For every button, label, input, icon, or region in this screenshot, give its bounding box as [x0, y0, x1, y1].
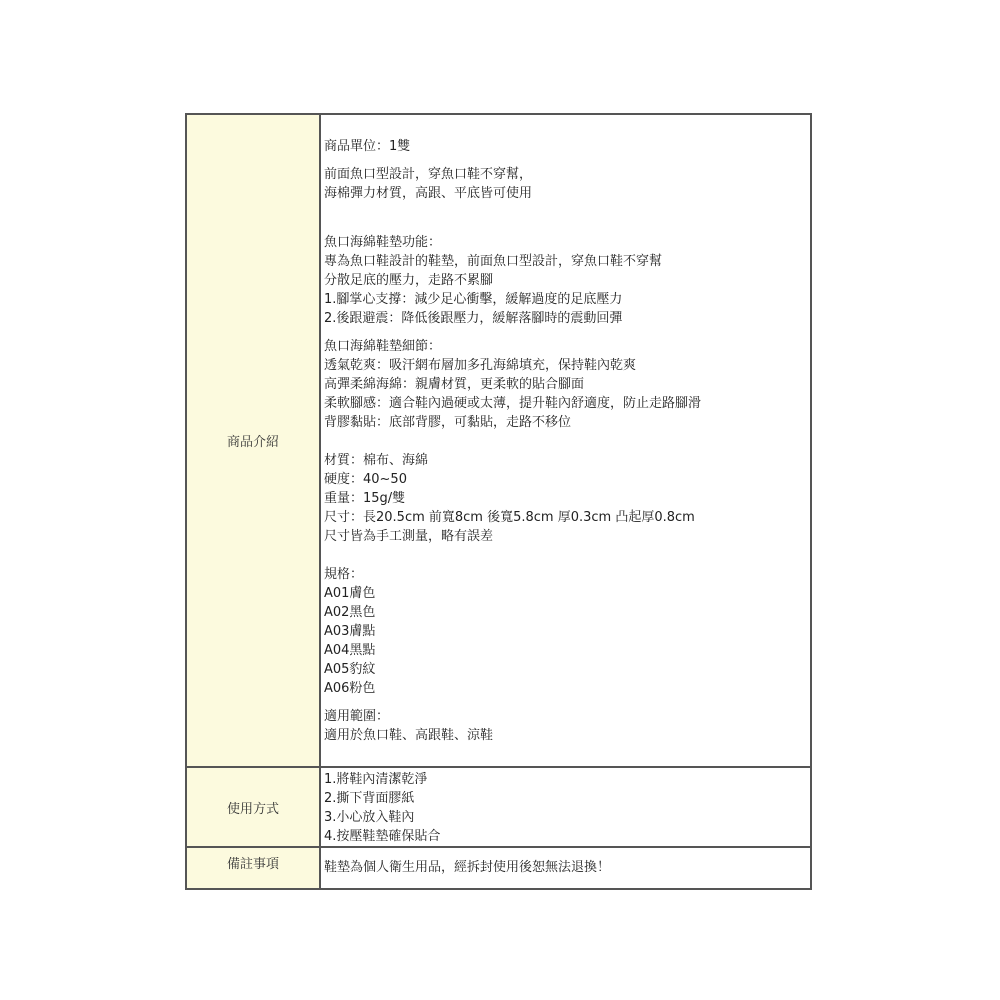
- text-line: 4.按壓鞋墊確保貼合: [324, 829, 441, 844]
- text-line: A06粉色: [324, 681, 376, 696]
- text-line: 海棉彈力材質，高跟、平底皆可使用: [324, 186, 533, 201]
- text-line: 1.將鞋內清潔乾淨: [324, 772, 428, 787]
- text-line: 適用範圍：: [324, 709, 390, 724]
- notes-content: [320, 847, 811, 889]
- text-line: 背膠黏貼：底部背膠，可黏貼，走路不移位: [324, 415, 572, 430]
- table-row: [186, 767, 811, 847]
- usage-content: [320, 767, 811, 847]
- text-line: 專為魚口鞋設計的鞋墊，前面魚口型設計，穿魚口鞋不穿幫: [324, 254, 663, 269]
- text-line: A03膚點: [324, 624, 376, 639]
- text-line: 材質：棉布、海綿: [324, 453, 429, 468]
- description-content: [320, 114, 811, 767]
- row-label-usage: 使用方式: [186, 767, 320, 847]
- text-line: 魚口海綿鞋墊功能：: [324, 235, 442, 250]
- text-line: 2.撕下背面膠紙: [324, 791, 415, 806]
- table-row: [186, 847, 811, 889]
- text-line: 鞋墊為個人衛生用品，經拆封使用後恕無法退換！: [324, 860, 611, 875]
- text-line: 尺寸：長20.5cm 前寬8cm 後寬5.8cm 厚0.3cm 凸起厚0.8cm: [324, 510, 695, 525]
- text-line: 分散足底的壓力，走路不累腳: [324, 273, 494, 288]
- table-row: [186, 114, 811, 767]
- text-line: A02黑色: [324, 605, 376, 620]
- text-line: 高彈柔綿海綿：親膚材質，更柔軟的貼合腳面: [324, 377, 585, 392]
- text-line: 1.腳掌心支撐：減少足心衝擊，緩解過度的足底壓力: [324, 292, 623, 307]
- text-line: 尺寸皆為手工測量，略有誤差: [324, 529, 494, 544]
- text-line: 規格：: [324, 567, 364, 582]
- text-line: 重量：15g/雙: [324, 491, 406, 506]
- row-label-notes: 備註事項: [186, 847, 320, 889]
- text-line: 2.後跟避震：降低後跟壓力，緩解落腳時的震動回彈: [324, 311, 623, 326]
- row-label-description: 商品介紹: [186, 114, 320, 767]
- text-line: 前面魚口型設計，穿魚口鞋不穿幫，: [324, 167, 533, 182]
- text-line: 魚口海綿鞋墊細節：: [324, 339, 442, 354]
- product-spec-table: [185, 113, 812, 890]
- text-line: A05豹紋: [324, 662, 376, 677]
- text-line: A04黑點: [324, 643, 376, 658]
- text-line: 柔軟腳感：適合鞋內過硬或太薄，提升鞋內舒適度，防止走路腳滑: [324, 396, 702, 411]
- text-line: 3.小心放入鞋內: [324, 810, 415, 825]
- text-line: 硬度：40~50: [324, 472, 407, 487]
- text-line: A01膚色: [324, 586, 376, 601]
- text-line: 商品單位：1雙: [324, 139, 411, 154]
- text-line: 適用於魚口鞋、高跟鞋、涼鞋: [324, 728, 494, 743]
- text-line: 透氣乾爽：吸汗網布層加多孔海綿填充，保持鞋內乾爽: [324, 358, 637, 373]
